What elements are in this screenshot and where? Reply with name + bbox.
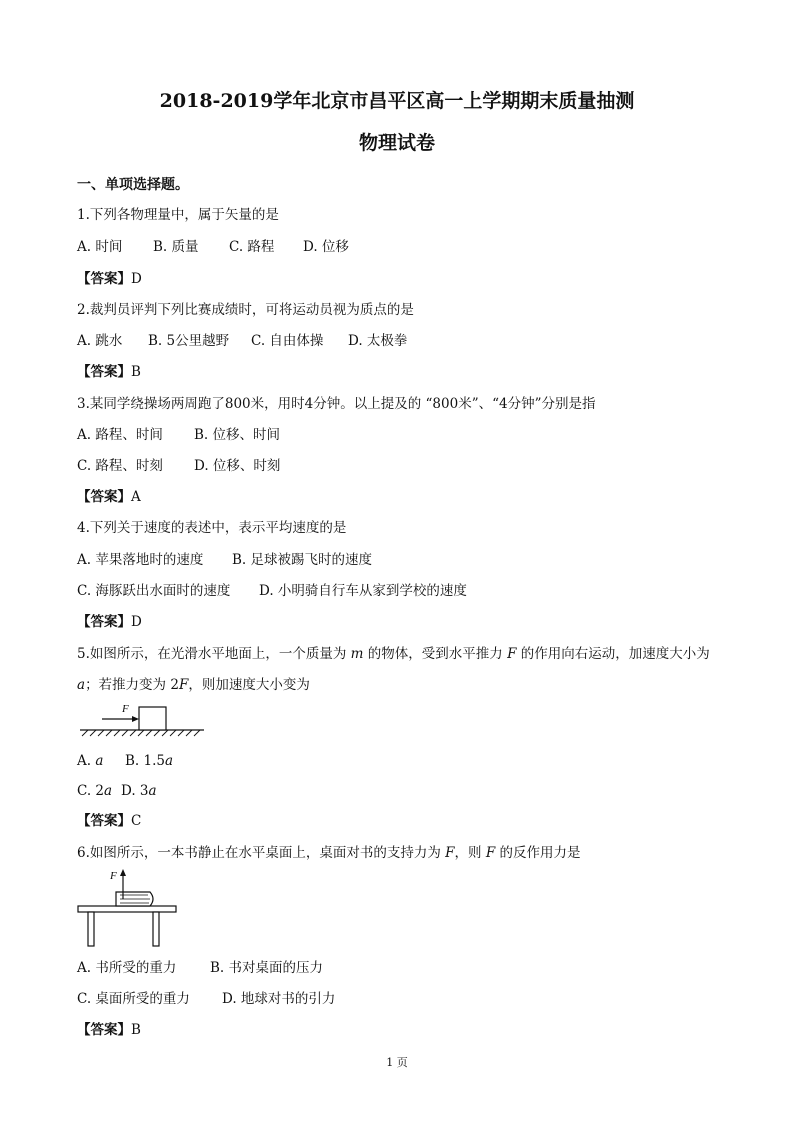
q6-figure [76,864,188,950]
q3-option-b: B. 位移、时间 [194,427,281,443]
q6-option-b: B. 书对桌面的压力 [210,960,324,976]
q5-option-c [77,783,112,799]
q5-option-a-var: a [95,753,104,769]
answer-value: D [131,614,142,630]
q6-answer [77,1022,141,1038]
q4-stem: 4.下列关于速度的表述中，表示平均速度的是 [77,520,347,536]
answer-value: A [131,489,141,505]
q2-option-a: A. 跳水 [77,333,123,349]
q6-option-a: A. 书所受的重力 [77,960,177,976]
q5-option-d-prefix: D. 3 [121,783,149,799]
q6-table [78,906,176,946]
q5-var-f: F [178,677,189,693]
section-heading: 一、单项选择题。 [77,177,189,193]
q6-option-d: D. 地球对书的引力 [222,991,336,1007]
q5-var-f: F [507,646,517,662]
answer-label: 【答案】 [77,813,131,829]
q5-text: ，则加速度大小变为 [188,677,310,693]
q4-option-c: C. 海豚跃出水面时的速度 [77,583,231,599]
answer-value: C [131,813,142,829]
q1-option-b: B. 质量 [153,239,199,255]
page-title: 2018-2019学年北京市昌平区高一上学期期末质量抽测 [159,90,635,112]
q1-answer [77,271,142,287]
q6-book [116,892,153,906]
answer-label: 【答案】 [77,271,131,287]
q6-text: ，则 [454,845,486,861]
q6-option-c: C. 桌面所受的重力 [77,991,190,1007]
q2-option-b: B. 5公里越野 [148,333,230,349]
q4-option-b: B. 足球被踢飞时的速度 [232,552,373,568]
q6-force-label: F [110,870,117,882]
q5-option-d-var: a [148,783,157,799]
q5-var-a: a [77,677,86,693]
q5-option-b-prefix: B. 1.5 [125,753,165,769]
answer-value: B [131,1022,141,1038]
q4-answer [77,614,142,630]
q6-text: 的反作用力是 [495,845,581,861]
answer-value: B [131,364,141,380]
q3-option-c: C. 路程、时刻 [77,458,163,474]
q1-option-a: A. 时间 [77,239,123,255]
q2-option-c: C. 自由体操 [251,333,324,349]
answer-label: 【答案】 [77,364,131,380]
q5-force-label: F [122,703,129,715]
answer-value: D [131,271,142,287]
q6-text: 6.如图所示，一本书静止在水平桌面上，桌面对书的支持力为 [77,845,446,861]
q5-var-m: m [350,646,364,662]
q6-stem [77,845,581,861]
q1-stem: 1.下列各物理量中，属于矢量的是 [77,207,279,223]
q4-option-a: A. 苹果落地时的速度 [77,552,204,568]
q3-stem: 3.某同学绕操场两周跑了800米，用时4分钟。以上提及的 “800米”、“4分钟”分别是指 [77,396,596,412]
q5-text: 的物体，受到水平推力 [363,646,508,662]
q5-block [139,707,166,730]
page-number: 1 页 [386,1056,408,1069]
q5-option-b-var: a [164,753,174,769]
q1-option-c: C. 路程 [229,239,275,255]
q5-option-a [77,753,103,769]
q6-var-f: F [485,845,496,861]
q5-option-c-prefix: C. 2 [77,783,105,799]
q5-option-b [125,753,173,769]
q5-option-a-prefix: A. [77,753,96,769]
q5-option-d [121,783,157,799]
q3-option-d: D. 位移、时刻 [194,458,281,474]
answer-label: 【答案】 [77,489,131,505]
q3-option-a: A. 路程、时间 [77,427,163,443]
q5-stem-line2 [77,677,310,693]
q5-text: 5.如图所示，在光滑水平地面上，一个质量为 [77,646,351,662]
q5-answer [77,813,141,829]
q6-var-f: F [445,845,455,861]
q5-figure [78,699,208,739]
q2-stem: 2.裁判员评判下列比赛成绩时，可将运动员视为质点的是 [77,302,414,318]
q5-ground [80,730,204,736]
q1-option-d: D. 位移 [303,239,349,255]
q5-force-arrow [102,716,139,722]
q5-text: ；若推力变为 2 [85,677,179,693]
q2-answer [77,364,141,380]
q2-option-d: D. 太极拳 [348,333,408,349]
q5-text: 的作用向右运动，加速度大小为 [516,646,710,662]
q5-option-c-var: a [104,783,113,799]
q3-answer [77,489,141,505]
answer-label: 【答案】 [77,1022,131,1038]
page-subtitle: 物理试卷 [358,132,435,154]
q5-stem-line1 [77,646,710,662]
answer-label: 【答案】 [77,614,131,630]
q4-option-d: D. 小明骑自行车从家到学校的速度 [259,583,467,599]
